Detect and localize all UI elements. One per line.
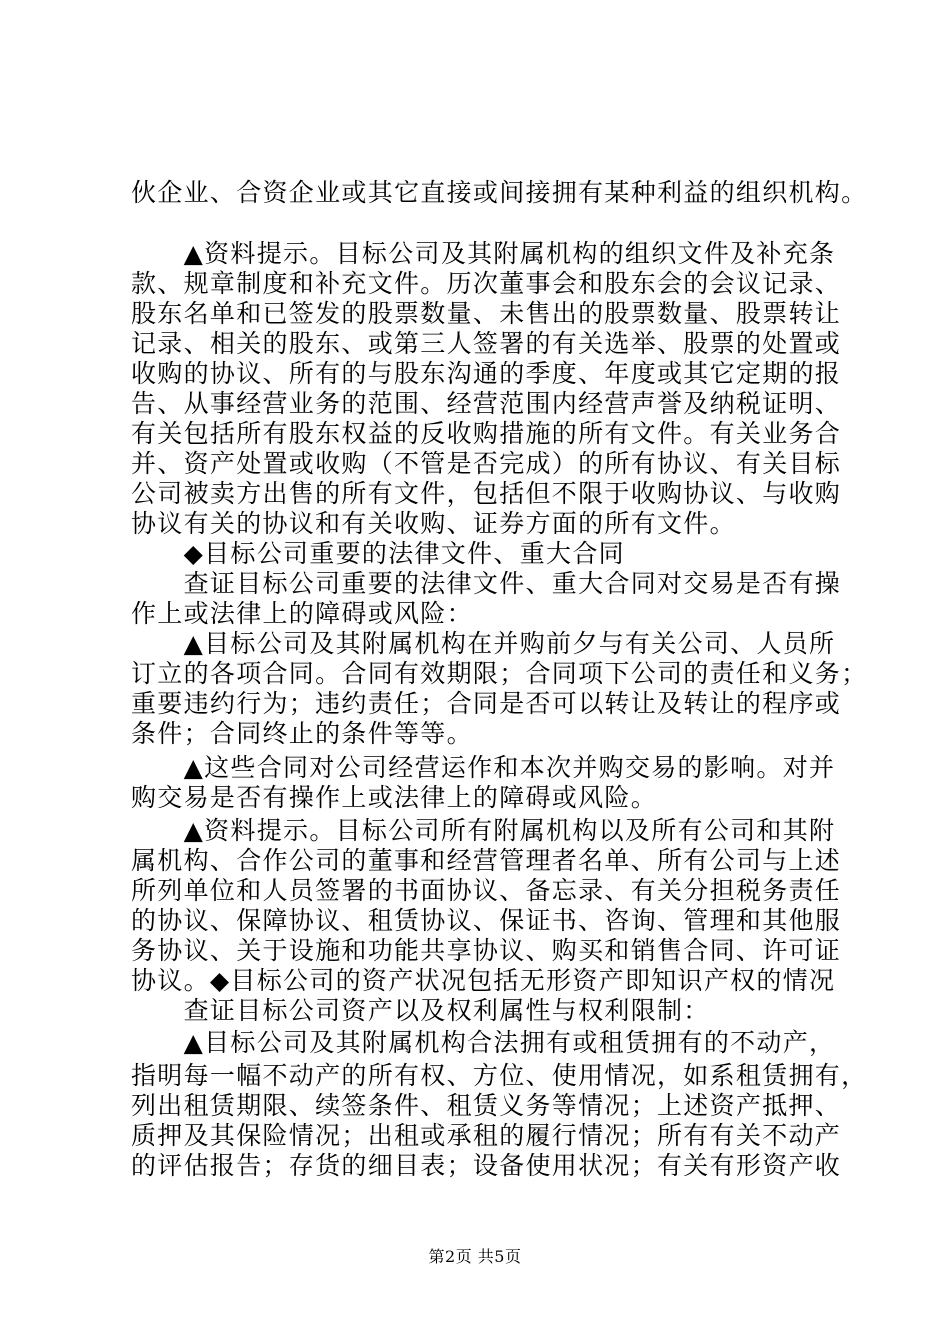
text-line: ▲资料提示。目标公司所有附属机构以及所有公司和其附 [131,816,836,845]
text-line: 股东名单和已签发的股票数量、未售出的股票数量、股票转让 [131,299,842,328]
text-line: 购交易是否有操作上或法律上的障碍或风险。 [131,783,658,812]
text-line: 质押及其保险情况；出租或承租的履行情况；所有有关不动产 [131,1121,842,1150]
text-line: 协议。◆目标公司的资产状况包括无形资产即知识产权的情况 [131,966,836,995]
text-line: ▲这些合同对公司经营运作和本次并购交易的影响。对并 [131,753,836,782]
text-line: 条件；合同终止的条件等等。 [131,719,473,748]
text-line: 查证目标公司资产以及权利属性与权利限制： [131,996,710,1025]
text-line: 的协议、保障协议、租赁协议、保证书、咨询、管理和其他服 [131,906,842,935]
text-line: 所列单位和人员签署的书面协议、备忘录、有关分担税务责任 [131,876,842,905]
text-line: 伙企业、合资企业或其它直接或间接拥有某种利益的组织机构。 [131,178,868,207]
text-line: 作上或法律上的障碍或风险： [131,599,473,628]
text-line: 公司被卖方出售的所有文件，包括但不限于收购协议、与收购 [131,479,842,508]
text-line: 重要违约行为；违约责任；合同是否可以转让及转让的程序或 [131,689,842,718]
text-line: 列出租赁期限、续签条件、租赁义务等情况；上述资产抵押、 [131,1091,842,1120]
text-line: 收购的协议、所有的与股东沟通的季度、年度或其它定期的报 [131,359,842,388]
text-line: 指明每一幅不动产的所有权、方位、使用情况，如系租赁拥有， [131,1061,868,1090]
text-line: 告、从事经营业务的范围、经营范围内经营声誉及纳税证明、 [131,389,842,418]
text-line: 协议有关的协议和有关收购、证券方面的所有文件。 [131,509,736,538]
section-heading: ◆目标公司重要的法律文件、重大合同 [131,539,625,568]
text-line: 订立的各项合同。合同有效期限；合同项下公司的责任和义务； [131,659,868,688]
text-line: 属机构、合作公司的董事和经营管理者名单、所有公司与上述 [131,846,842,875]
text-line: ▲资料提示。目标公司及其附属机构的组织文件及补充条 [131,239,836,268]
text-line: 查证目标公司重要的法律文件、重大合同对交易是否有操 [131,569,842,598]
text-line: 的评估报告；存货的细目表；设备使用状况；有关有形资产收 [131,1151,842,1180]
text-line: 并、资产处置或收购（不管是否完成）的所有协议、有关目标 [131,449,842,478]
text-line: 款、规章制度和补充文件。历次董事会和股东会的会议记录、 [131,269,842,298]
text-line: 务协议、关于设施和功能共享协议、购买和销售合同、许可证 [131,936,842,965]
page-number-footer: 第2页 共5页 [428,1247,522,1266]
text-line: ▲目标公司及其附属机构合法拥有或租赁拥有的不动产， [131,1028,836,1057]
text-line: ▲目标公司及其附属机构在并购前夕与有关公司、人员所 [131,629,836,658]
text-line: 有关包括所有股东权益的反收购措施的所有文件。有关业务合 [131,419,842,448]
text-line: 记录、相关的股东、或第三人签署的有关选举、股票的处置或 [131,329,842,358]
